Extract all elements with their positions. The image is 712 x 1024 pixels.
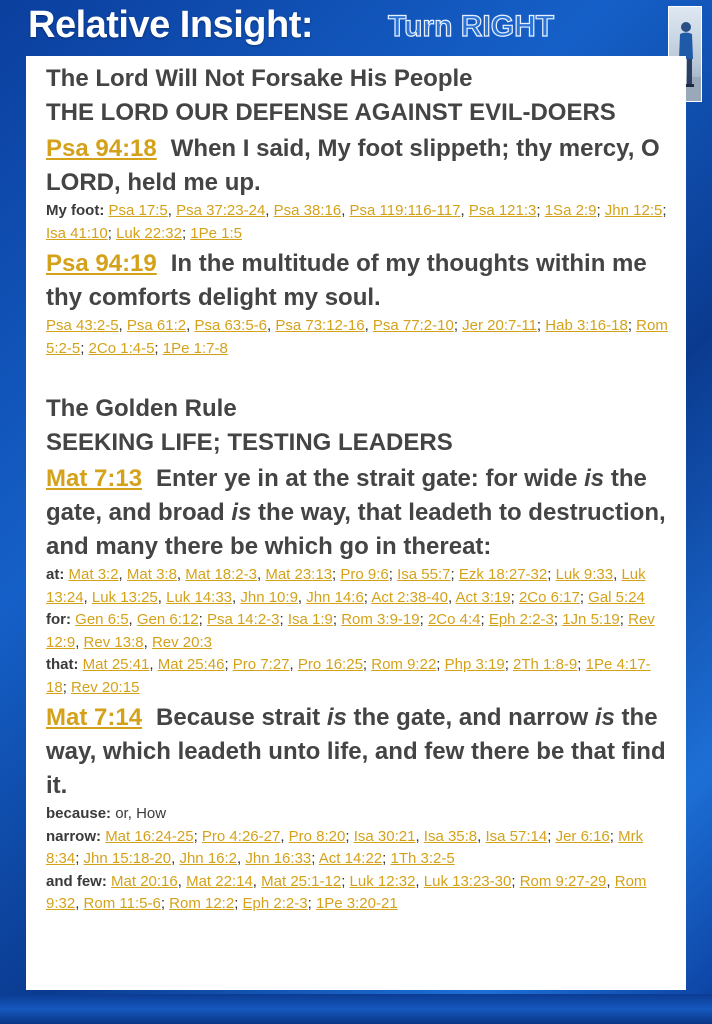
cross-ref-label: narrow: (46, 827, 102, 845)
header (0, 0, 712, 56)
cross-ref-separator: , (297, 588, 303, 606)
cross-ref-separator: ; (453, 317, 458, 334)
verse-text: In the multitude of my thoughts within me thy comforts delight my soul. (46, 250, 647, 311)
verse-text-part: the way, that leadeth to destruction, and many there be which go in thereat: (46, 499, 666, 560)
cross-ref-link[interactable]: Pro 4:26-27 (201, 827, 281, 845)
cross-ref-link[interactable]: Psa 61:2 (126, 317, 187, 334)
cross-ref-link[interactable]: Jhn 10:9 (240, 588, 298, 606)
cross-ref-link[interactable]: Act 3:19 (455, 588, 511, 606)
cross-ref-separator: ; (224, 656, 229, 673)
cross-ref-link[interactable]: Isa 55:7 (397, 566, 451, 583)
verse-text-italic: is (326, 704, 347, 731)
cross-ref-link[interactable]: Rom 9:32 (46, 872, 647, 912)
cross-ref-separator: , (167, 202, 172, 219)
cross-ref-list (46, 564, 670, 699)
cross-ref-link[interactable]: Psa 63:5-6 (194, 317, 267, 334)
verse-ref-link[interactable]: Mat 7:13 (46, 465, 143, 492)
cross-ref-separator: , (252, 872, 257, 890)
cross-ref-separator: , (477, 827, 482, 845)
cross-ref-separator: ; (307, 895, 312, 912)
cross-ref-link[interactable]: Jhn 14:6 (306, 588, 364, 606)
cross-ref-link[interactable]: Mat 3:8 (126, 566, 177, 583)
cross-ref-link[interactable]: Pro 16:25 (297, 656, 363, 673)
cross-ref-separator: ; (619, 611, 624, 628)
verse-block (46, 701, 668, 803)
cross-ref-line (46, 871, 670, 916)
cross-ref-separator: ; (510, 588, 515, 606)
cross-ref-separator: ; (547, 566, 552, 583)
verse-block (46, 247, 668, 315)
cross-ref-separator: , (415, 827, 420, 845)
cross-ref-separator: ; (553, 611, 559, 628)
cross-ref-link[interactable]: Jhn 16:2 (179, 850, 238, 867)
cross-ref-separator: ; (279, 611, 284, 628)
cross-ref-link[interactable]: Isa 1:9 (287, 611, 333, 628)
cross-ref-line (46, 609, 670, 654)
cross-ref-link[interactable]: Luk 14:33 (166, 588, 233, 606)
cross-ref-separator: ; (480, 611, 485, 628)
cross-ref-link[interactable]: Psa 14:2-3 (206, 611, 280, 628)
cross-ref-separator: ; (536, 202, 541, 219)
cross-ref-link[interactable]: Isa 41:10 (46, 224, 108, 242)
cross-ref-link[interactable]: Psa 38:16 (273, 202, 342, 219)
verse-block (46, 462, 668, 564)
cross-ref-separator: ; (345, 827, 350, 845)
cross-ref-separator: ; (450, 566, 455, 583)
cross-ref-list (46, 200, 670, 245)
verse-text-part: Because strait (156, 704, 327, 731)
cross-ref-link[interactable]: Isa 35:8 (423, 827, 478, 845)
cross-ref-link[interactable]: Psa 17:5 (108, 202, 168, 219)
cross-ref-label: because: (46, 805, 112, 822)
cross-ref-link[interactable]: 1Pe 3:20-21 (315, 895, 398, 912)
cross-ref-separator: , (460, 202, 465, 219)
cross-ref-separator: ; (579, 588, 584, 606)
cross-ref-link[interactable]: 2Co 6:17 (518, 588, 580, 606)
cross-ref-separator: ; (511, 872, 516, 890)
cross-ref-label: and few: (46, 872, 107, 890)
section-gap (46, 360, 686, 392)
cross-ref-separator: , (415, 872, 420, 890)
cross-ref-link[interactable]: Pro 9:6 (340, 566, 389, 583)
cross-ref-link[interactable]: 2Th 1:8-9 (513, 656, 578, 673)
cross-ref-separator: ; (547, 827, 552, 845)
section-title: The Golden Rule (46, 395, 237, 422)
cross-ref-separator: , (128, 611, 133, 628)
cross-ref-link[interactable]: Luk 13:24 (46, 566, 646, 606)
verse-text-italic: is (594, 704, 615, 731)
cross-ref-link[interactable]: Mrk 8:34 (46, 827, 644, 867)
cross-ref-plain: or, How (115, 805, 167, 822)
cross-ref-separator: ; (107, 224, 112, 242)
cross-ref-separator: , (613, 566, 618, 583)
cross-ref-link[interactable]: Rev 12:9 (46, 611, 655, 651)
cross-ref-separator: ; (536, 317, 542, 334)
cross-ref-link[interactable]: Ezk 18:27-32 (458, 566, 548, 583)
cross-ref-link[interactable]: Act 14:22 (318, 850, 383, 867)
cross-ref-link[interactable]: Rom 12:2 (169, 895, 235, 912)
cross-ref-separator: , (157, 588, 162, 606)
cross-ref-link[interactable]: Psa 73:12-16 (275, 317, 365, 334)
cross-ref-link[interactable]: Psa 77:2-10 (372, 317, 454, 334)
section-subtitle: THE LORD OUR DEFENSE AGAINST EVIL-DOERS (46, 99, 616, 126)
cross-ref-link[interactable]: Jer 6:16 (555, 827, 610, 845)
verse-text-part: Enter ye in at the strait gate: for wide (156, 465, 585, 492)
cross-ref-link[interactable]: Rev 20:3 (151, 633, 212, 651)
verse-text-part: the gate, and broad (46, 465, 647, 526)
cross-ref-link[interactable]: Rom 9:27-29 (519, 872, 607, 890)
cross-ref-separator: ; (234, 895, 239, 912)
verse-ref-link[interactable]: Psa 94:18 (46, 135, 157, 162)
section-subtitle: SEEKING LIFE; TESTING LEADERS (46, 429, 453, 456)
cross-ref-link[interactable]: Mat 22:14 (186, 872, 253, 890)
cross-ref-link[interactable]: Rom 3:9-19 (341, 611, 420, 628)
cross-ref-link[interactable]: 1Sa 2:9 (544, 202, 597, 219)
cross-ref-separator: , (280, 827, 285, 845)
cross-ref-separator: , (256, 566, 262, 583)
cross-ref-separator: , (606, 872, 611, 890)
cross-ref-line (46, 826, 670, 871)
cross-ref-separator: , (448, 588, 453, 606)
cross-ref-separator: , (232, 588, 237, 606)
cross-ref-link[interactable]: Luk 13:25 (91, 588, 158, 606)
cross-ref-separator: , (186, 317, 191, 334)
cross-ref-label: at: (46, 566, 65, 583)
cross-ref-separator: , (75, 633, 80, 651)
cross-ref-link[interactable]: 1Th 3:2-5 (390, 850, 455, 867)
cross-ref-separator: ; (627, 317, 632, 334)
cross-ref-link[interactable]: Mat 3:2 (68, 566, 119, 583)
cross-ref-link[interactable]: Php 3:19 (444, 656, 505, 673)
cross-ref-separator: ; (341, 872, 346, 890)
section-forsake (46, 62, 686, 360)
cross-ref-link[interactable]: Luk 9:33 (555, 566, 614, 583)
cross-ref-separator: , (118, 317, 123, 334)
cross-ref-separator: ; (662, 202, 667, 219)
cross-ref-separator: ; (436, 656, 441, 673)
cross-ref-separator: ; (193, 827, 198, 845)
cross-ref-link[interactable]: Gen 6:5 (75, 611, 129, 628)
cross-ref-link[interactable]: 1Pe 4:17-18 (46, 656, 651, 696)
cross-ref-separator: , (143, 633, 148, 651)
cross-ref-separator: , (83, 588, 88, 606)
cross-ref-link[interactable]: Psa 121:3 (468, 202, 537, 219)
cross-ref-link[interactable]: Rom 9:22 (371, 656, 437, 673)
cross-ref-link[interactable]: Isa 57:14 (485, 827, 548, 845)
verse-text-italic: is (584, 465, 605, 492)
section-golden-rule (46, 392, 686, 916)
cross-ref-list (46, 803, 670, 916)
cross-ref-separator: ; (609, 827, 614, 845)
cross-ref-link[interactable]: Isa 30:21 (353, 827, 416, 845)
cross-ref-line (46, 200, 670, 245)
cross-ref-separator: ; (363, 588, 368, 606)
cross-ref-separator: , (341, 202, 346, 219)
cross-ref-separator: ; (596, 202, 601, 219)
cross-ref-separator: , (267, 317, 272, 334)
content-card (26, 56, 686, 990)
brand-title: Relative Insight: (28, 4, 313, 46)
cross-ref-link[interactable]: Rom 5:2-5 (46, 317, 668, 357)
cross-ref-link[interactable]: Jhn 12:5 (604, 202, 663, 219)
cross-ref-link[interactable]: Mat 23:13 (265, 566, 333, 583)
cross-ref-separator: ; (160, 895, 165, 912)
cross-ref-link[interactable]: Psa 119:116-117 (349, 202, 461, 219)
cross-ref-separator: , (177, 872, 182, 890)
cross-ref-separator: ; (62, 678, 67, 696)
cross-ref-separator: ; (577, 656, 582, 673)
cross-ref-link[interactable]: 1Pe 1:7-8 (162, 339, 228, 357)
cross-ref-link[interactable]: Mat 25:46 (157, 656, 225, 673)
cross-ref-link[interactable]: 1Jn 5:19 (562, 611, 620, 628)
verse-ref-link[interactable]: Psa 94:19 (46, 250, 157, 277)
cross-ref-separator: ; (419, 611, 424, 628)
cross-ref-separator: ; (362, 656, 368, 673)
verse-text-part: the way, which leadeth unto life, and few there be that find it. (46, 704, 666, 799)
cross-ref-label: My foot: (46, 202, 105, 219)
cross-ref-link[interactable]: Luk 22:32 (116, 224, 182, 242)
cross-ref-line (46, 654, 670, 699)
cross-ref-separator: ; (382, 850, 387, 867)
cross-ref-link[interactable]: Jhn 16:33 (245, 850, 312, 867)
cross-ref-separator: , (265, 202, 270, 219)
cross-ref-separator: , (75, 895, 80, 912)
cross-ref-link[interactable]: Eph 2:2-3 (488, 611, 554, 628)
cross-ref-separator: ; (181, 224, 187, 242)
section-title: The Lord Will Not Forsake His People (46, 65, 473, 92)
cross-ref-link[interactable]: Psa 37:23-24 (176, 202, 266, 219)
cross-ref-link[interactable]: Mat 16:24-25 (105, 827, 194, 845)
cross-ref-line (46, 803, 670, 826)
cross-ref-separator: ; (388, 566, 393, 583)
cross-ref-link[interactable]: Eph 2:2-3 (242, 895, 308, 912)
cross-ref-link[interactable]: Gen 6:12 (136, 611, 199, 628)
cross-ref-link[interactable]: Act 2:38-40 (371, 588, 449, 606)
cross-ref-separator: , (176, 566, 182, 583)
tagline: Turn RIGHT (388, 10, 555, 43)
cross-ref-link[interactable]: Mat 25:1-12 (261, 872, 342, 890)
cross-ref-link[interactable]: Luk 13:23-30 (423, 872, 512, 890)
cross-ref-separator: , (289, 656, 294, 673)
cross-ref-link[interactable]: 1Pe 1:5 (190, 224, 243, 242)
cross-ref-link[interactable]: Rom 11:5-6 (83, 895, 161, 912)
cross-ref-label: for: (46, 611, 71, 628)
cross-ref-link[interactable]: Mat 20:16 (111, 872, 178, 890)
cross-ref-separator: , (149, 656, 154, 673)
cross-ref-separator: ; (75, 850, 80, 867)
cross-ref-separator: , (171, 850, 176, 867)
verse-text-part: the gate, and narrow (346, 704, 595, 731)
cross-ref-list (46, 315, 670, 360)
cross-ref-link[interactable]: 2Co 1:4-5 (88, 339, 155, 357)
cross-ref-separator: ; (311, 850, 316, 867)
cross-ref-link[interactable]: Jhn 15:18-20 (83, 850, 172, 867)
cross-ref-link[interactable]: Mat 18:2-3 (185, 566, 257, 583)
cross-ref-link[interactable]: Psa 43:2-5 (46, 317, 119, 334)
verse-text-italic: is (231, 499, 252, 526)
cross-ref-separator: ; (80, 339, 85, 357)
cross-ref-link[interactable]: Luk 12:32 (349, 872, 416, 890)
cross-ref-separator: ; (332, 611, 338, 628)
bottom-stripe (0, 994, 712, 1024)
cross-ref-link[interactable]: Pro 8:20 (288, 827, 346, 845)
cross-ref-separator: ; (332, 566, 337, 583)
verse-ref-link[interactable]: Mat 7:14 (46, 704, 143, 731)
cross-ref-line (46, 315, 670, 360)
cross-ref-link[interactable]: 2Co 4:4 (427, 611, 481, 628)
cross-ref-link[interactable]: Hab 3:16-18 (545, 317, 628, 334)
verse-text: When I said, My foot slippeth; thy mercy, O LORD, held me up. (46, 135, 660, 196)
cross-ref-link[interactable]: Jer 20:7-11 (462, 317, 537, 334)
cross-ref-link[interactable]: Gal 5:24 (588, 588, 645, 606)
cross-ref-separator: ; (198, 611, 203, 628)
cross-ref-separator: , (237, 850, 242, 867)
cross-ref-separator: , (118, 566, 123, 583)
cross-ref-link[interactable]: Rev 13:8 (83, 633, 144, 651)
cross-ref-link[interactable]: Rev 20:15 (71, 678, 140, 696)
cross-ref-line (46, 564, 670, 609)
cross-ref-separator: , (364, 317, 369, 334)
cross-ref-link[interactable]: Mat 25:41 (82, 656, 150, 673)
cross-ref-separator: ; (154, 339, 159, 357)
cross-ref-link[interactable]: Pro 7:27 (232, 656, 290, 673)
cross-ref-label: that: (46, 656, 79, 673)
cross-ref-separator: ; (504, 656, 509, 673)
verse-block (46, 132, 668, 200)
